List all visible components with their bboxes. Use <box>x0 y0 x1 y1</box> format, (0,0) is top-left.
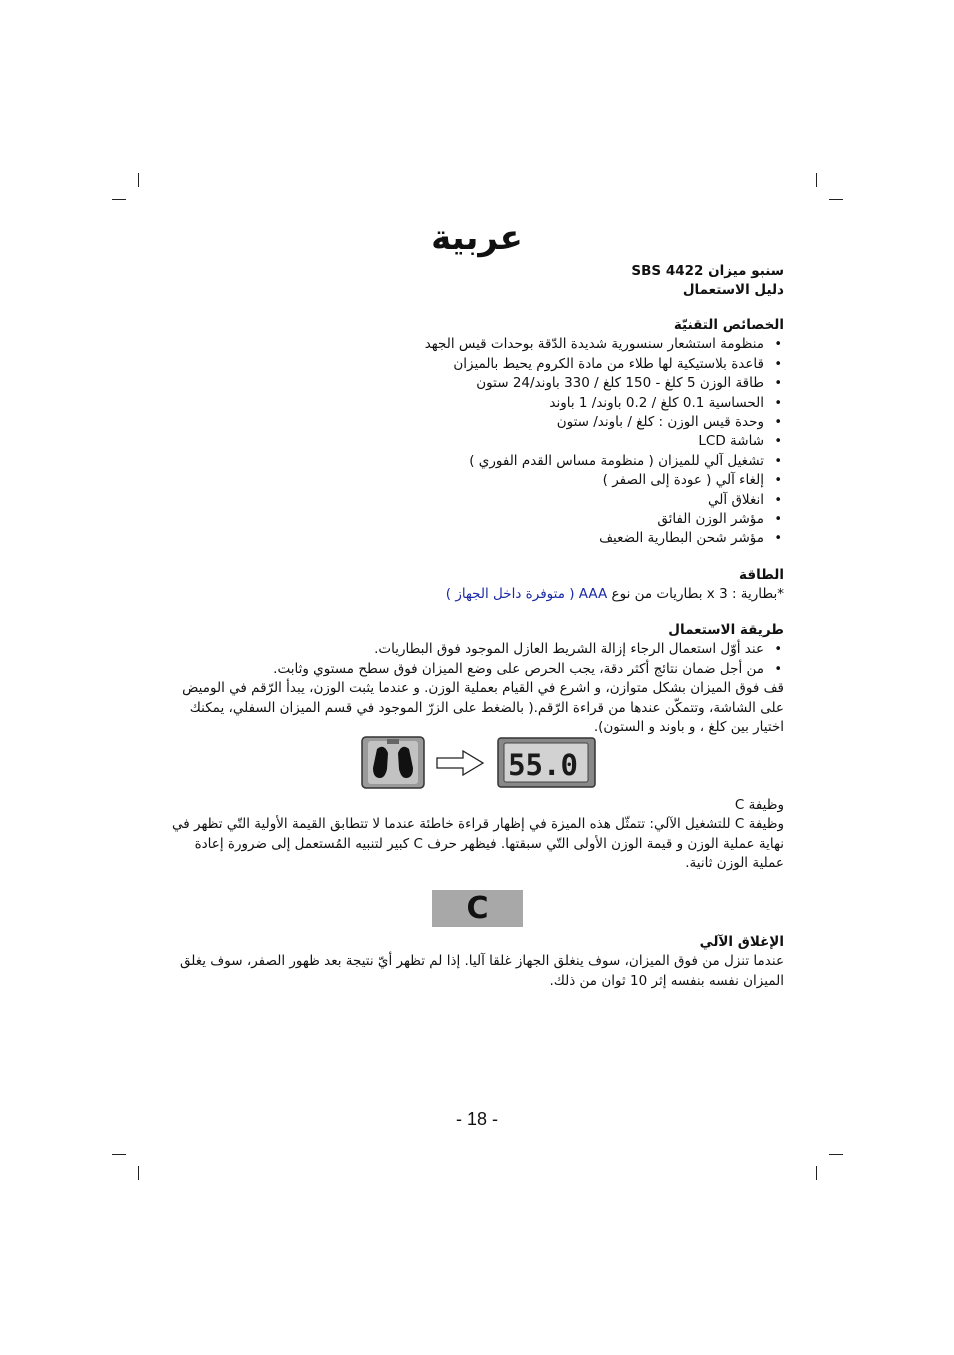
page-number: - 18 - <box>455 1109 498 1129</box>
specs-section <box>160 316 784 549</box>
c-function-text: وظيفة C للتشغيل الآلي: تتمثّل هذه الميزة في إظهار قراءة خاطئة عندما لا تتطابق القيمة الأولية التّي تظهر في نهاية عملية الوزن و قيمة الوزن الأولى التّي سبقتها. فيظهر حرف C كبير لتنبيه المُستعمل إلى ضرورة إعادة عملية الوزن ثانية. <box>172 816 784 872</box>
spec-item: • انغلاق آلي <box>160 491 784 510</box>
spec-item: • قاعدة بلاستيكية لها طلاء من مادة الكروم يحيط بالميزان <box>160 355 784 374</box>
crop-mark-top-left-v <box>138 173 139 187</box>
crop-mark-top-right-v <box>816 173 817 187</box>
usage-paragraph: قف فوق الميزان بشكل متوازن، و اشرع في القيام بعملية الوزن. و عندما يثبت الوزن، يبدأ الرّقم في الوميض على الشاشة، وتتمكّن عندها من قراءة الرّقم.( بالضغط على الزرّ الموجود في قسم الميزان السفلي، يمكنك اختيار بين كلغ ، و باوند و الستون). <box>182 680 784 736</box>
c-function-heading: وظيفة C <box>734 797 784 813</box>
usage-heading: طريقة الاستعمال <box>668 622 784 638</box>
spec-item: • مؤشر شحن البطارية الضعيف <box>160 529 784 548</box>
power-heading: الطاقة <box>739 567 784 583</box>
power-section <box>160 566 784 605</box>
usage-section <box>160 621 784 737</box>
lcd-value: 55.0 <box>508 748 578 782</box>
specs-heading: الخصائص التقنيّة <box>673 317 784 333</box>
power-prefix: *بطارية : 3 x بطاريات من نوع <box>611 586 784 603</box>
auto-off-text: عندما تنزل من فوق الميزان، سوف ينغلق الجهاز غلقا آليا. إذا لم تظهر أيّ نتيجة بعد ظهور الصفر، سوف يغلق الميزان نفسه بنفسه إثر 10 ثوان من ذلك. <box>180 953 784 989</box>
c-indicator: C <box>432 890 523 927</box>
spec-item: • إلغاء آلي ( عودة إلى الصفر ) <box>160 471 784 490</box>
crop-mark-top-left-h <box>112 199 126 200</box>
c-function-section <box>160 796 784 874</box>
power-line <box>160 585 784 604</box>
footprints-icon <box>362 737 424 788</box>
scale-illustration <box>361 736 597 790</box>
spec-item: • شاشة LCD <box>160 432 784 451</box>
product-name: سنبو ميزان SBS 4422 <box>631 263 784 279</box>
arrow-right-icon <box>437 751 483 775</box>
spec-item: • وحدة قيس الوزن : كلغ / باوند/ ستون <box>160 413 784 432</box>
auto-off-heading: الإغلاق الآلي <box>699 934 784 950</box>
usage-item: • عند أوّل استعمال الرجاء إزالة الشريط العازل الموجود فوق البطاريات. <box>160 640 784 659</box>
spec-item: • منظومة استشعار سنسورية شديدة الدّقة بوحدات قيس الجهد <box>160 335 784 354</box>
spec-item: • تشغيل آلي للميزان ( منظومة مساس القدم الفوري ) <box>160 452 784 471</box>
spec-item: • مؤشر الوزن الفائق <box>160 510 784 529</box>
crop-mark-top-right-h <box>829 199 843 200</box>
crop-mark-bottom-left-v <box>138 1166 139 1180</box>
manual-label: دليل الاستعمال <box>682 282 784 299</box>
crop-mark-bottom-right-h <box>829 1154 843 1155</box>
power-highlight: AAA ( متوفرة داخل الجهاز ) <box>445 586 608 603</box>
page-title: عربية <box>431 218 523 258</box>
spec-item: • الحساسية 0.1 كلغ / 0.2 باوند/ 1 باوند <box>160 394 784 413</box>
lcd-display <box>498 738 595 787</box>
auto-off-section <box>160 933 784 991</box>
usage-list <box>160 640 784 679</box>
specs-list <box>160 335 784 548</box>
crop-mark-bottom-right-v <box>816 1166 817 1180</box>
crop-mark-bottom-left-h <box>112 1154 126 1155</box>
product-header <box>160 262 784 301</box>
spec-item: • طاقة الوزن 5 كلغ - 150 كلغ / 330 باوند/24 ستون <box>160 374 784 393</box>
usage-item: • من أجل ضمان نتائج أكثر دقة، يجب الحرص على وضع الميزان فوق سطح مستوي وثابت. <box>160 660 784 679</box>
